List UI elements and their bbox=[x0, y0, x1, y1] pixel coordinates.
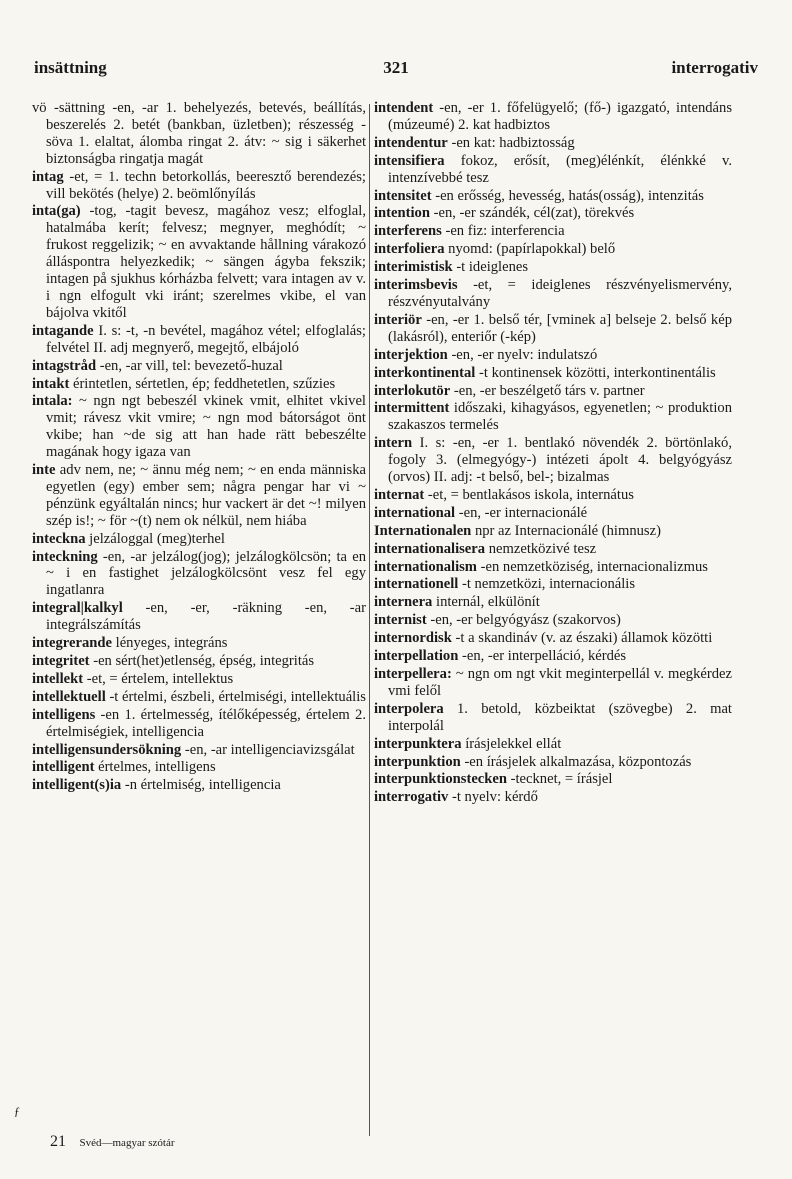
entry-definition: -et, = ideiglenes részvényelismervény, részvényutalvány bbox=[388, 277, 732, 310]
entry-definition: -t értelmi, észbeli, értelmiségi, intellektuális bbox=[109, 688, 366, 705]
entry-headword: intensifiera bbox=[374, 152, 445, 169]
entry-headword: intakt bbox=[32, 375, 70, 392]
right-column bbox=[374, 100, 732, 807]
dictionary-entry bbox=[374, 736, 732, 753]
dictionary-entry bbox=[374, 277, 732, 311]
entry-headword: intellekt bbox=[32, 670, 84, 687]
entry-headword: interpunktera bbox=[374, 735, 462, 752]
entry-headword: intendentur bbox=[374, 134, 448, 151]
entry-definition: lényeges, integráns bbox=[115, 635, 228, 652]
entry-headword: inte bbox=[32, 462, 56, 479]
entry-definition: -et, = értelem, intellektus bbox=[86, 670, 234, 687]
entry-definition: -et, = bentlakásos iskola, internátus bbox=[427, 486, 634, 503]
entry-headword: intagande bbox=[32, 322, 94, 339]
entry-definition: -en 1. értelmesség, ítélőképesség, értelem 2. értelmiségiek, intelligencia bbox=[46, 706, 366, 740]
entry-headword: intellektuell bbox=[32, 688, 106, 705]
dictionary-entry bbox=[374, 559, 732, 576]
dictionary-entry bbox=[32, 671, 366, 688]
entry-definition: -en sért(het)etlenség, épség, integritás bbox=[93, 653, 315, 669]
entry-headword: interpolera bbox=[374, 700, 444, 717]
entry-headword: integral|kalkyl bbox=[32, 600, 123, 617]
entry-headword: integrerande bbox=[32, 635, 112, 652]
entry-headword: interpunktionstecken bbox=[374, 771, 507, 788]
dictionary-entry bbox=[374, 153, 732, 187]
footer-text: Svéd—magyar szótár bbox=[79, 1137, 175, 1149]
entry-headword: internist bbox=[374, 612, 427, 629]
header-left-headword: insättning bbox=[34, 58, 107, 77]
dictionary-entry bbox=[32, 169, 366, 203]
entry-headword: intern bbox=[374, 435, 413, 452]
entry-definition: -en, -ar jelzálog(jog); jelzálogkölcsön; ta en ~ i en fastighet jelzálogkölcsönt vesz fel egy ingatlanra bbox=[46, 548, 366, 599]
entry-headword: internordisk bbox=[374, 630, 452, 647]
dictionary-entry bbox=[374, 223, 732, 240]
entry-definition: -en, -er beszélgető társ v. partner bbox=[453, 382, 645, 399]
entry-definition: -en, -er 1. főfelügyelő; (fő-) igazgató, intendáns (múzeumé) 2. kat hadbiztos bbox=[388, 100, 732, 133]
dictionary-entry bbox=[374, 259, 732, 276]
entry-definition: vö -sättning -en, -ar 1. behelyezés, betevés, beállítás, beszerelés 2. betét (bankban, üzletben); részesség -söva 1. elaltat, álomba ringat 2. átv: ~ sig i säkerhet biztonságba ringatja magát bbox=[32, 100, 366, 167]
dictionary-entry bbox=[374, 701, 732, 735]
margin-mark: ƒ bbox=[14, 1104, 20, 1118]
dictionary-entry bbox=[374, 612, 732, 629]
entry-definition: -t ideiglenes bbox=[456, 259, 529, 276]
entry-definition: -en, -er, -räkning -en, -ar integrálszámítás bbox=[46, 600, 366, 634]
entry-headword: interpunktion bbox=[374, 753, 461, 770]
entry-headword: interkontinental bbox=[374, 364, 476, 381]
page-number: 321 bbox=[383, 58, 409, 77]
dictionary-entry bbox=[374, 135, 732, 152]
page-footer bbox=[34, 1133, 175, 1151]
entry-definition: npr az Internacionálé (himnusz) bbox=[474, 522, 661, 539]
entry-definition: -en, -ar vill, tel: bevezető-huzal bbox=[99, 357, 283, 374]
entry-definition: -en kat: hadbiztosság bbox=[451, 134, 575, 151]
entry-definition: -t nemzetközi, internacionális bbox=[461, 576, 636, 593]
entry-definition: ~ ngn om ngt vkit meginterpellál v. megkérdez vmi felől bbox=[388, 666, 732, 699]
dictionary-entry bbox=[374, 789, 732, 806]
entry-definition: időszaki, kihagyásos, egyenetlen; ~ produktion szakaszos termelés bbox=[388, 400, 732, 434]
entry-definition: -en, -er szándék, cél(zat), törekvés bbox=[433, 205, 635, 222]
entry-headword: internationell bbox=[374, 576, 459, 593]
entry-headword: intelligent bbox=[32, 759, 95, 776]
dictionary-entry bbox=[374, 400, 732, 434]
entry-definition: -en írásjelek alkalmazása, központozás bbox=[464, 753, 692, 770]
entry-headword: intendent bbox=[374, 100, 434, 116]
entry-headword: interimsbevis bbox=[374, 277, 458, 294]
entry-headword: intelligensundersökning bbox=[32, 741, 182, 758]
entry-definition: -n értelmiség, intelligencia bbox=[124, 777, 281, 794]
dictionary-entry bbox=[32, 653, 366, 670]
entry-definition: jelzáloggal (meg)terhel bbox=[89, 530, 225, 547]
entry-definition: értelmes, intelligens bbox=[98, 759, 216, 776]
entry-headword: interpellera: bbox=[374, 666, 452, 682]
entry-headword: intag bbox=[32, 168, 64, 185]
dictionary-entry bbox=[32, 600, 366, 634]
dictionary-entry bbox=[32, 393, 366, 461]
left-column bbox=[32, 100, 366, 795]
entry-headword: intelligent(s)ia bbox=[32, 777, 122, 794]
page-header bbox=[34, 58, 758, 84]
dictionary-entry bbox=[32, 358, 366, 375]
entry-definition: -et, = 1. techn betorkollás, beeresztő berendezés; vill bekötés (helye) 2. beömlőnyílás bbox=[46, 168, 366, 202]
dictionary-entry bbox=[32, 759, 366, 776]
dictionary-entry bbox=[374, 648, 732, 665]
dictionary-entry bbox=[374, 523, 732, 540]
dictionary-entry bbox=[374, 754, 732, 771]
entry-definition: I. s: -en, -er 1. bentlakó növendék 2. börtönlakó, fogoly 3. (elmegyógy-) intézeti ápolt 4. belgyógyász (orvos) II. adj: -t belső, bel-; bizalmas bbox=[388, 435, 732, 486]
dictionary-entry bbox=[374, 487, 732, 504]
entry-headword: internat bbox=[374, 486, 425, 503]
dictionary-entry bbox=[32, 100, 366, 168]
dictionary-entry bbox=[374, 188, 732, 205]
dictionary-entry bbox=[32, 635, 366, 652]
entry-headword: interlokutör bbox=[374, 382, 451, 399]
entry-headword: inteckning bbox=[32, 548, 98, 565]
dictionary-entry bbox=[32, 462, 366, 530]
dictionary-entry bbox=[374, 435, 732, 486]
entry-headword: inteckna bbox=[32, 530, 86, 547]
entry-definition: I. s: -t, -n bevétel, magához vétel; elfoglalás; felvétel II. adj megnyerő, megejtő, elbájoló bbox=[46, 322, 366, 356]
entry-definition: nemzetközivé tesz bbox=[488, 540, 597, 557]
entry-definition: -t nyelv: kérdő bbox=[451, 789, 538, 806]
entry-headword: internationalisera bbox=[374, 540, 486, 557]
dictionary-entry bbox=[32, 777, 366, 794]
entry-headword: Internationalen bbox=[374, 522, 472, 539]
dictionary-entry bbox=[374, 666, 732, 700]
dictionary-entry bbox=[374, 312, 732, 346]
entry-headword: intagstråd bbox=[32, 357, 97, 374]
entry-headword: interiör bbox=[374, 311, 422, 328]
column-divider bbox=[369, 104, 370, 1136]
entry-definition: fokoz, erősít, (meg)élénkít, élénkké v. intenzívebbé tesz bbox=[388, 152, 732, 186]
entry-headword: interrogativ bbox=[374, 789, 449, 806]
entry-definition: -en, -er 1. belső tér, [vminek a] belseje 2. belső kép (lakásról), enteriőr (-kép) bbox=[388, 311, 733, 345]
dictionary-entry bbox=[374, 630, 732, 647]
header-right-headword: interrogativ bbox=[671, 58, 758, 77]
dictionary-entry bbox=[32, 549, 366, 600]
entry-definition: ~ ngn ngt bebeszél vkinek vmit, elhitet vkivel vmit; rávesz vkit vmire; ~ ngn mod bátorságot önt vkibe; han ~de sig att han hade rätt bebeszélte magának hogy igaza van bbox=[46, 393, 366, 461]
dictionary-entry bbox=[374, 383, 732, 400]
entry-headword: interjektion bbox=[374, 346, 448, 363]
entry-definition: -tog, -tagit bevesz, magához vesz; elfoglal, hatalmába kerít; felvesz; megnyer, meghódít; ~ frukost reggelizik; ~ en avvaktande hållning várakozó álláspontra helyezkedik; ~ sängen ágyba fekszik; intagen på sjukhus kórházba felvett; vara intagen av v. i ngn elfogult vki iránt; szerelmes vkibe, el van bájolva vkitől bbox=[46, 203, 366, 321]
entry-headword: integritet bbox=[32, 653, 90, 669]
dictionary-entry bbox=[374, 594, 732, 611]
entry-definition: írásjelekkel ellát bbox=[465, 735, 562, 752]
entry-headword: interfoliera bbox=[374, 241, 445, 258]
entry-definition: -en, -er belgyógyász (szakorvos) bbox=[430, 612, 621, 629]
entry-definition: -en, -er nyelv: indulatszó bbox=[451, 346, 598, 363]
entry-headword: internationalism bbox=[374, 558, 477, 575]
entry-definition: -en, -er internacionálé bbox=[458, 504, 588, 521]
dictionary-entry bbox=[374, 771, 732, 788]
entry-definition: -en nemzetköziség, internacionalizmus bbox=[480, 558, 708, 575]
entry-definition: -t kontinensek közötti, interkontinentális bbox=[479, 364, 716, 381]
dictionary-entry bbox=[374, 100, 732, 134]
dictionary-entry bbox=[374, 347, 732, 364]
dictionary-entry bbox=[32, 376, 366, 393]
dictionary-entry bbox=[32, 689, 366, 706]
dictionary-entry bbox=[32, 323, 366, 357]
entry-definition: nyomd: (papírlapokkal) belő bbox=[448, 241, 616, 258]
entry-definition: internál, elkülönít bbox=[436, 594, 540, 611]
dictionary-entry bbox=[374, 505, 732, 522]
dictionary-entry bbox=[374, 541, 732, 558]
entry-definition: érintetlen, sértetlen, ép; feddhetetlen, szűzies bbox=[72, 375, 336, 392]
entry-definition: adv nem, ne; ~ ännu még nem; ~ en enda människa egyetlen (egy) ember sem; några pengar har vi ~ pénzünk egyáltalán nincs; hur vackert är det ~! milyen szép is!; ~ för ~(t) nem ok nélkül, nem hiába bbox=[46, 462, 366, 529]
entry-definition: 1. betold, közbeiktat (szövegbe) 2. mat interpolál bbox=[388, 700, 732, 734]
dictionary-entry bbox=[32, 203, 366, 321]
entry-headword: inta(ga) bbox=[32, 203, 81, 220]
entry-headword: interpellation bbox=[374, 648, 459, 665]
signature-number: 21 bbox=[50, 1133, 66, 1150]
entry-definition: -en erősség, hevesség, hatás(osság), intenzitás bbox=[435, 187, 704, 204]
dictionary-entry bbox=[374, 576, 732, 593]
entry-headword: intermittent bbox=[374, 400, 450, 417]
dictionary-entry bbox=[32, 531, 366, 548]
dictionary-entry bbox=[374, 241, 732, 258]
dictionary-entry bbox=[32, 742, 366, 759]
entry-definition: -en fiz: interferencia bbox=[445, 223, 565, 240]
entry-headword: intention bbox=[374, 205, 430, 222]
dictionary-entry bbox=[374, 365, 732, 382]
entry-headword: intensitet bbox=[374, 187, 432, 204]
entry-headword: interferens bbox=[374, 223, 442, 240]
entry-definition: -en, -ar intelligenciavizsgálat bbox=[184, 741, 355, 758]
dictionary-entry bbox=[32, 707, 366, 741]
entry-definition: -en, -er interpelláció, kérdés bbox=[461, 648, 627, 665]
entry-headword: intelligens bbox=[32, 706, 96, 723]
entry-definition: -t a skandináv (v. az északi) államok közötti bbox=[455, 630, 713, 647]
entry-headword: internera bbox=[374, 594, 433, 611]
entry-headword: interimistisk bbox=[374, 259, 453, 276]
entry-headword: international bbox=[374, 504, 456, 521]
entry-definition: -tecknet, = írásjel bbox=[510, 771, 613, 788]
dictionary-entry bbox=[374, 205, 732, 222]
entry-headword: intala: bbox=[32, 393, 73, 410]
